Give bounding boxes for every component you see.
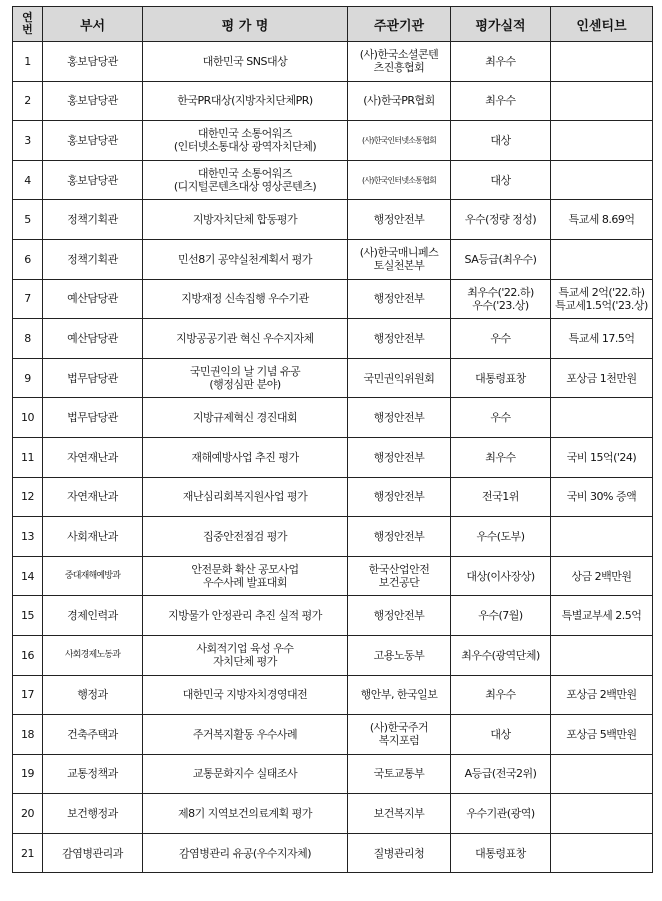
cell-eval — [143, 794, 348, 834]
cell-incentive — [551, 398, 653, 438]
cell-eval-text: 재난심리회복지원사업 평가 — [182, 490, 308, 504]
cell-num-text: 20 — [21, 807, 34, 821]
cell-dept — [43, 596, 143, 636]
cell-org-text: 츠진흥협회 — [373, 61, 425, 75]
cell-eval — [143, 81, 348, 121]
table-row — [13, 477, 653, 517]
table-row — [13, 675, 653, 715]
header-eval: 평 가 명 — [143, 7, 348, 42]
cell-result-text: 대상(이사장상) — [466, 569, 535, 583]
cell-incentive — [551, 715, 653, 755]
table-row — [13, 279, 653, 319]
cell-org-text: 행정안전부 — [373, 450, 425, 464]
cell-dept-text: 건축주택과 — [67, 727, 118, 741]
cell-incentive — [551, 160, 653, 200]
cell-result-text: 우수('23.상) — [472, 298, 529, 312]
cell-dept-text: 정책기획관 — [67, 213, 118, 227]
cell-org — [348, 358, 451, 398]
table-row — [13, 754, 653, 794]
cell-eval-text: 안전문화 확산 공모사업 — [191, 563, 299, 577]
cell-result — [451, 160, 551, 200]
cell-result — [451, 477, 551, 517]
cell-eval — [143, 279, 348, 319]
cell-incentive — [551, 596, 653, 636]
cell-eval-text: 국민권익의 날 기념 유공 — [189, 365, 301, 379]
cell-eval — [143, 715, 348, 755]
cell-num — [13, 239, 43, 279]
cell-eval — [143, 675, 348, 715]
cell-result-text: 최우수 — [485, 94, 516, 108]
cell-dept-text: 예산담당관 — [67, 292, 118, 306]
cell-num-text: 19 — [21, 767, 34, 781]
cell-dept — [43, 754, 143, 794]
cell-incentive-text: 특교세1.5억('23.상) — [555, 298, 648, 312]
header-incentive: 인센티브 — [551, 7, 653, 42]
cell-num — [13, 794, 43, 834]
cell-incentive — [551, 121, 653, 161]
cell-dept — [43, 517, 143, 557]
cell-num — [13, 477, 43, 517]
cell-num — [13, 121, 43, 161]
cell-org — [348, 279, 451, 319]
cell-num — [13, 635, 43, 675]
cell-eval-text: 민선8기 공약실천계획서 평가 — [177, 252, 312, 266]
cell-result — [451, 675, 551, 715]
cell-dept — [43, 794, 143, 834]
table-row — [13, 319, 653, 359]
cell-dept-text: 자연재난과 — [67, 450, 118, 464]
cell-eval — [143, 437, 348, 477]
cell-dept — [43, 398, 143, 438]
cell-incentive-text: 포상금 5백만원 — [566, 727, 637, 741]
cell-num — [13, 319, 43, 359]
cell-eval — [143, 358, 348, 398]
cell-result — [451, 358, 551, 398]
cell-num — [13, 160, 43, 200]
cell-incentive — [551, 675, 653, 715]
cell-result — [451, 200, 551, 240]
cell-incentive-text: 포상금 1천만원 — [566, 371, 637, 385]
cell-org — [348, 794, 451, 834]
cell-incentive — [551, 42, 653, 82]
cell-eval — [143, 556, 348, 596]
table-row — [13, 517, 653, 557]
cell-dept-text: 법무담당관 — [67, 411, 118, 425]
cell-num-text: 15 — [21, 609, 34, 623]
cell-eval-text: 지방재정 신속집행 우수기관 — [181, 292, 309, 306]
cell-org-text: 행정안전부 — [373, 292, 425, 306]
cell-dept-text: 법무담당관 — [67, 371, 118, 385]
cell-incentive — [551, 754, 653, 794]
table-row — [13, 81, 653, 121]
cell-eval-text: 대한민국 SNS대상 — [202, 54, 288, 68]
cell-org-text: (사)한국소셜콘텐 — [359, 48, 439, 62]
table-row — [13, 239, 653, 279]
header-dept: 부서 — [43, 7, 143, 42]
cell-dept — [43, 200, 143, 240]
cell-org — [348, 477, 451, 517]
cell-org-text: (사)한국매니페스 — [359, 246, 439, 260]
cell-incentive — [551, 794, 653, 834]
cell-result-text: 최우수('22.하) — [467, 285, 534, 299]
cell-result-text: SA등급(최우수) — [464, 252, 537, 266]
cell-dept-text: 정책기획관 — [67, 252, 118, 266]
cell-eval-text: 대한민국 소통어워즈 — [197, 127, 293, 141]
cell-num-text: 21 — [21, 846, 34, 860]
cell-org — [348, 833, 451, 873]
cell-incentive — [551, 239, 653, 279]
cell-num-text: 17 — [21, 688, 34, 702]
cell-org-text: 보건공단 — [378, 576, 420, 590]
cell-eval-text: 집중안전점검 평가 — [202, 529, 287, 543]
cell-eval-text: 지방규제혁신 경진대회 — [192, 411, 298, 425]
cell-num — [13, 200, 43, 240]
cell-result — [451, 715, 551, 755]
table-row — [13, 715, 653, 755]
cell-dept — [43, 239, 143, 279]
header-num — [13, 7, 43, 42]
cell-result — [451, 319, 551, 359]
cell-eval-text: (행정심판 분야) — [209, 378, 281, 392]
cell-org-text: 토실천본부 — [373, 259, 425, 273]
cell-num — [13, 754, 43, 794]
cell-eval — [143, 200, 348, 240]
cell-result-text: 전국1위 — [482, 490, 519, 504]
cell-dept-text: 경제인력과 — [67, 609, 118, 623]
cell-eval — [143, 517, 348, 557]
cell-dept — [43, 556, 143, 596]
cell-eval-text: (인터넷소통대상 광역자치단체) — [173, 140, 317, 154]
cell-num-text: 18 — [21, 727, 34, 741]
cell-dept-text: 보건행정과 — [67, 807, 118, 821]
cell-eval — [143, 635, 348, 675]
cell-eval-text: 사회적기업 육성 우수 — [196, 642, 294, 656]
cell-eval-text: 교통문화지수 실태조사 — [192, 767, 298, 781]
cell-org-text: 국민권익위원회 — [363, 371, 435, 385]
cell-eval — [143, 596, 348, 636]
cell-result — [451, 794, 551, 834]
cell-org — [348, 556, 451, 596]
cell-org — [348, 200, 451, 240]
cell-org — [348, 715, 451, 755]
cell-dept-text: 홍보담당관 — [67, 94, 118, 108]
table-row — [13, 556, 653, 596]
cell-org-text: 한국산업안전 — [368, 563, 430, 577]
cell-eval — [143, 398, 348, 438]
cell-num-text: 1 — [24, 54, 31, 68]
cell-org-text: 고용노동부 — [373, 648, 425, 662]
cell-eval-text: (디지털콘텐츠대상 영상콘텐츠) — [173, 180, 317, 194]
cell-result-text: 최우수 — [485, 450, 516, 464]
cell-eval-text: 우수사례 발표대회 — [202, 576, 287, 590]
cell-result-text: 대상 — [490, 173, 511, 187]
cell-dept-text: 중대재해예방과 — [64, 570, 121, 581]
cell-org-text: 국토교통부 — [373, 767, 425, 781]
cell-eval-text: 주거복지활동 우수사례 — [192, 727, 298, 741]
cell-dept — [43, 833, 143, 873]
cell-incentive — [551, 279, 653, 319]
cell-org — [348, 398, 451, 438]
cell-result-text: 대통령표창 — [475, 846, 526, 860]
cell-org-text: (사)한국주거 — [369, 721, 429, 735]
header-org: 주관기관 — [348, 7, 451, 42]
table-row — [13, 596, 653, 636]
cell-num — [13, 596, 43, 636]
cell-result — [451, 81, 551, 121]
cell-num — [13, 358, 43, 398]
cell-eval-text: 대한민국 소통어워즈 — [197, 167, 293, 181]
cell-num-text: 11 — [21, 450, 34, 464]
cell-eval-text: 한국PR대상(지방자치단체PR) — [177, 94, 313, 108]
cell-org-text: 질병관리청 — [373, 846, 425, 860]
cell-eval — [143, 833, 348, 873]
cell-result-text: 우수기관(광역) — [466, 807, 535, 821]
cell-num — [13, 833, 43, 873]
cell-incentive — [551, 477, 653, 517]
cell-num-text: 7 — [24, 292, 31, 306]
cell-incentive — [551, 556, 653, 596]
table-row — [13, 121, 653, 161]
cell-incentive-text: 특교세 2억('22.하) — [558, 285, 645, 299]
cell-eval — [143, 42, 348, 82]
cell-eval-text: 지방자치단체 합동평가 — [192, 213, 298, 227]
cell-org — [348, 319, 451, 359]
table-row — [13, 635, 653, 675]
cell-dept — [43, 160, 143, 200]
header-result: 평가실적 — [451, 7, 551, 42]
cell-eval — [143, 319, 348, 359]
cell-org-text: (사)한국인터넷소통협회 — [362, 135, 436, 145]
cell-dept — [43, 279, 143, 319]
cell-dept-text: 예산담당관 — [67, 331, 118, 345]
awards-table-container — [12, 6, 652, 873]
cell-eval-text: 감염병관리 유공(우수지자체) — [178, 846, 312, 860]
cell-incentive-text: 특별교부세 2.5억 — [561, 609, 642, 623]
cell-org-text: 행정안전부 — [373, 609, 425, 623]
cell-org — [348, 596, 451, 636]
cell-incentive — [551, 200, 653, 240]
cell-org-text: 행정안전부 — [373, 331, 425, 345]
cell-org — [348, 160, 451, 200]
cell-result-text: 대상 — [490, 133, 511, 147]
cell-dept — [43, 437, 143, 477]
cell-org-text: 행정안전부 — [373, 529, 425, 543]
awards-table — [12, 6, 653, 873]
cell-num — [13, 398, 43, 438]
cell-dept-text: 자연재난과 — [67, 490, 118, 504]
cell-dept — [43, 358, 143, 398]
cell-dept-text: 교통정책과 — [67, 767, 118, 781]
cell-num — [13, 715, 43, 755]
cell-incentive — [551, 833, 653, 873]
cell-result — [451, 596, 551, 636]
cell-org — [348, 635, 451, 675]
cell-org — [348, 517, 451, 557]
cell-org-text: 행정안전부 — [373, 411, 425, 425]
cell-result-text: 최우수 — [485, 54, 516, 68]
cell-eval-text: 대한민국 지방자치경영대전 — [182, 688, 308, 702]
cell-dept — [43, 477, 143, 517]
cell-eval-text: 자치단체 평가 — [213, 655, 277, 669]
cell-dept-text: 홍보담당관 — [67, 173, 118, 187]
cell-dept-text: 사회경제노동과 — [64, 649, 121, 660]
cell-result-text: 우수 — [490, 411, 511, 425]
cell-result-text: 대통령표창 — [475, 371, 526, 385]
cell-dept — [43, 635, 143, 675]
cell-org-text: (사)한국PR협회 — [363, 94, 435, 108]
cell-eval-text: 지방공공기관 혁신 우수지자체 — [176, 331, 314, 345]
table-row — [13, 42, 653, 82]
cell-result — [451, 833, 551, 873]
cell-num-text: 9 — [24, 371, 31, 385]
cell-result — [451, 121, 551, 161]
cell-incentive-text: 국비 30% 증액 — [566, 490, 637, 504]
cell-dept-text: 감염병관리과 — [62, 846, 123, 860]
cell-result — [451, 754, 551, 794]
cell-dept-text: 사회재난과 — [67, 529, 118, 543]
cell-incentive — [551, 517, 653, 557]
cell-num-text: 5 — [24, 213, 31, 227]
cell-num-text: 14 — [21, 569, 34, 583]
cell-incentive-text: 특교세 17.5억 — [568, 331, 635, 345]
header-row — [13, 7, 653, 42]
cell-incentive — [551, 81, 653, 121]
cell-result-text: 대상 — [490, 727, 511, 741]
cell-incentive — [551, 635, 653, 675]
cell-num-text: 3 — [24, 133, 31, 147]
cell-eval-text: 재해예방사업 추진 평가 — [191, 450, 299, 464]
table-row — [13, 398, 653, 438]
cell-dept — [43, 121, 143, 161]
cell-result — [451, 517, 551, 557]
cell-incentive-text: 국비 15억('24) — [566, 450, 637, 464]
table-row — [13, 794, 653, 834]
cell-eval — [143, 477, 348, 517]
table-row — [13, 358, 653, 398]
cell-result — [451, 239, 551, 279]
table-row — [13, 160, 653, 200]
cell-result — [451, 437, 551, 477]
cell-num — [13, 42, 43, 82]
cell-org-text: 보건복지부 — [373, 807, 425, 821]
cell-result-text: 우수(7월) — [478, 609, 523, 623]
cell-org-text: 행안부, 한국일보 — [360, 688, 438, 702]
table-row — [13, 833, 653, 873]
cell-dept-text: 홍보담당관 — [67, 133, 118, 147]
cell-eval — [143, 121, 348, 161]
cell-result — [451, 398, 551, 438]
table-row — [13, 200, 653, 240]
cell-result-text: 우수 — [490, 331, 511, 345]
cell-num-text: 16 — [21, 648, 34, 662]
cell-num-text: 2 — [24, 94, 31, 108]
cell-org — [348, 239, 451, 279]
cell-dept — [43, 715, 143, 755]
cell-org — [348, 675, 451, 715]
cell-result-text: 우수(도부) — [476, 529, 525, 543]
cell-dept-text: 행정과 — [77, 688, 108, 702]
cell-num-text: 8 — [24, 331, 31, 345]
cell-dept — [43, 675, 143, 715]
cell-org-text: (사)한국인터넷소통협회 — [362, 175, 436, 185]
cell-result-text: 최우수(광역단체) — [461, 648, 540, 662]
cell-eval-text: 지방물가 안정관리 추진 실적 평가 — [168, 609, 322, 623]
cell-incentive-text: 상금 2백만원 — [571, 569, 632, 583]
cell-org-text: 행정안전부 — [373, 213, 425, 227]
cell-result — [451, 556, 551, 596]
cell-eval — [143, 160, 348, 200]
cell-num — [13, 81, 43, 121]
cell-dept — [43, 319, 143, 359]
table-row — [13, 437, 653, 477]
cell-incentive — [551, 319, 653, 359]
cell-org — [348, 121, 451, 161]
cell-org-text: 행정안전부 — [373, 490, 425, 504]
cell-result — [451, 279, 551, 319]
cell-org — [348, 754, 451, 794]
cell-incentive — [551, 437, 653, 477]
cell-incentive — [551, 358, 653, 398]
cell-dept-text: 홍보담당관 — [67, 54, 118, 68]
header-num-label: 연 번 — [22, 11, 33, 36]
cell-eval-text: 제8기 지역보건의료계획 평가 — [177, 807, 312, 821]
cell-org — [348, 437, 451, 477]
cell-eval — [143, 239, 348, 279]
cell-incentive-text: 포상금 2백만원 — [566, 688, 637, 702]
cell-num-text: 12 — [21, 490, 34, 504]
cell-num — [13, 556, 43, 596]
cell-result — [451, 42, 551, 82]
cell-eval — [143, 754, 348, 794]
cell-num-text: 10 — [21, 411, 34, 425]
cell-dept — [43, 42, 143, 82]
cell-org-text: 복지포럼 — [378, 734, 420, 748]
cell-org — [348, 42, 451, 82]
cell-num — [13, 279, 43, 319]
cell-org — [348, 81, 451, 121]
cell-num-text: 13 — [21, 529, 34, 543]
cell-incentive-text: 특교세 8.69억 — [568, 213, 635, 227]
cell-num-text: 4 — [24, 173, 31, 187]
cell-num — [13, 675, 43, 715]
cell-result — [451, 635, 551, 675]
cell-result-text: 최우수 — [485, 688, 516, 702]
cell-dept — [43, 81, 143, 121]
cell-num — [13, 437, 43, 477]
cell-num — [13, 517, 43, 557]
cell-result-text: 우수(정량 정성) — [464, 213, 537, 227]
cell-num-text: 6 — [24, 252, 31, 266]
cell-result-text: A등급(전국2위) — [464, 767, 537, 781]
